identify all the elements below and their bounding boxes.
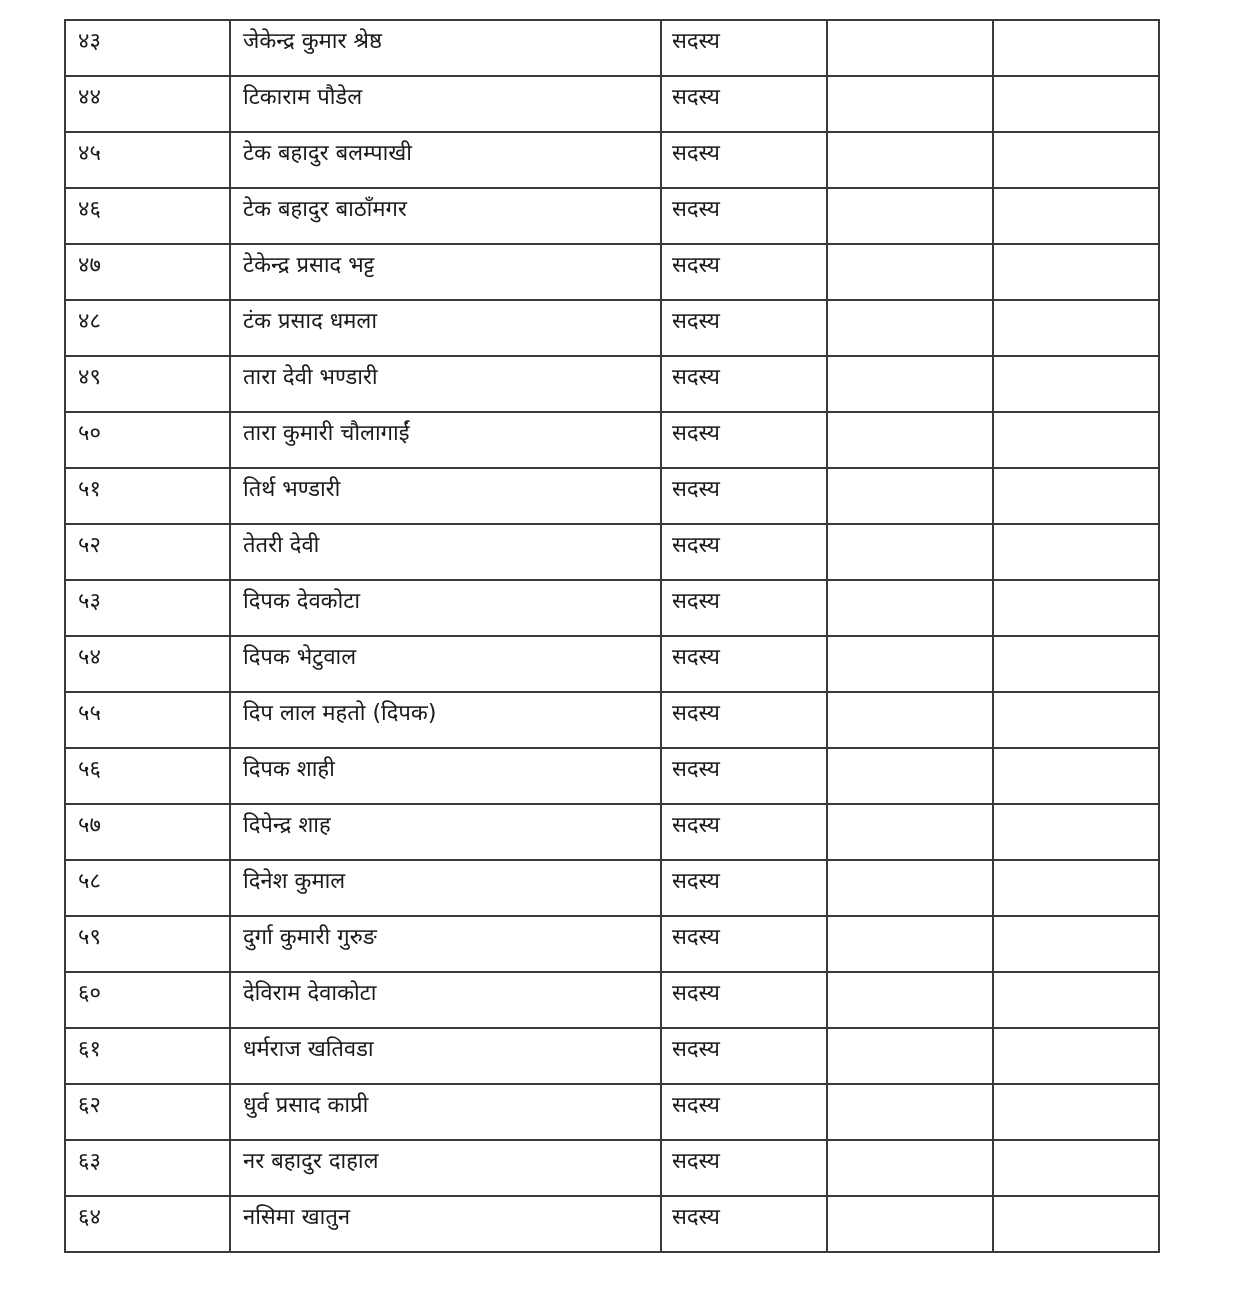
member-name-cell bbox=[230, 412, 661, 468]
member-role-text: सदस्य bbox=[672, 85, 720, 110]
member-name-text: दिपक शाही bbox=[243, 757, 335, 782]
member-name-text: तारा देवी भण्डारी bbox=[243, 365, 378, 390]
empty-column-1-cell bbox=[827, 636, 993, 692]
member-role-cell bbox=[661, 580, 827, 636]
member-role-cell bbox=[661, 1140, 827, 1196]
member-role-text: सदस्य bbox=[672, 421, 720, 446]
empty-column-2-cell bbox=[993, 748, 1159, 804]
serial-number-text: ४९ bbox=[78, 365, 101, 390]
member-name-text: दिनेश कुमाल bbox=[243, 869, 346, 894]
member-role-cell bbox=[661, 356, 827, 412]
serial-number-text: ५५ bbox=[78, 701, 101, 726]
serial-number-text: ४४ bbox=[78, 85, 101, 110]
member-role-text: सदस्य bbox=[672, 253, 720, 278]
table-row bbox=[65, 692, 1159, 748]
serial-number-cell bbox=[65, 972, 230, 1028]
table-row bbox=[65, 860, 1159, 916]
member-name-cell bbox=[230, 692, 661, 748]
empty-column-2-cell bbox=[993, 76, 1159, 132]
member-name-text: तिर्थ भण्डारी bbox=[243, 477, 341, 502]
empty-column-2-cell bbox=[993, 20, 1159, 76]
serial-number-cell bbox=[65, 1028, 230, 1084]
member-name-cell bbox=[230, 244, 661, 300]
empty-column-2-cell bbox=[993, 916, 1159, 972]
table-row bbox=[65, 1140, 1159, 1196]
member-role-text: सदस्य bbox=[672, 1093, 720, 1118]
member-role-text: सदस्य bbox=[672, 1037, 720, 1062]
empty-column-2-cell bbox=[993, 300, 1159, 356]
serial-number-text: ५२ bbox=[78, 533, 101, 558]
member-name-cell bbox=[230, 580, 661, 636]
member-role-text: सदस्य bbox=[672, 813, 720, 838]
serial-number-cell bbox=[65, 20, 230, 76]
member-name-cell bbox=[230, 1196, 661, 1252]
empty-column-1-cell bbox=[827, 412, 993, 468]
member-list-body bbox=[65, 20, 1159, 1252]
member-role-cell bbox=[661, 1028, 827, 1084]
empty-column-2-cell bbox=[993, 636, 1159, 692]
serial-number-cell bbox=[65, 132, 230, 188]
member-name-text: तेतरी देवी bbox=[243, 533, 320, 558]
serial-number-cell bbox=[65, 636, 230, 692]
empty-column-2-cell bbox=[993, 412, 1159, 468]
serial-number-cell bbox=[65, 300, 230, 356]
empty-column-2-cell bbox=[993, 188, 1159, 244]
empty-column-1-cell bbox=[827, 1196, 993, 1252]
empty-column-1-cell bbox=[827, 356, 993, 412]
member-list-table bbox=[64, 19, 1160, 1253]
member-name-cell bbox=[230, 524, 661, 580]
table-row bbox=[65, 356, 1159, 412]
empty-column-2-cell bbox=[993, 580, 1159, 636]
member-name-text: दिपक भेटुवाल bbox=[243, 645, 357, 670]
empty-column-1-cell bbox=[827, 300, 993, 356]
member-role-text: सदस्य bbox=[672, 1149, 720, 1174]
member-name-cell bbox=[230, 20, 661, 76]
member-role-text: सदस्य bbox=[672, 309, 720, 334]
table-row bbox=[65, 916, 1159, 972]
table-row bbox=[65, 580, 1159, 636]
serial-number-text: ६० bbox=[78, 981, 101, 1006]
member-role-cell bbox=[661, 860, 827, 916]
member-name-text: जेकेन्द्र कुमार श्रेष्ठ bbox=[243, 29, 382, 54]
serial-number-text: ६१ bbox=[78, 1037, 101, 1062]
empty-column-1-cell bbox=[827, 1140, 993, 1196]
member-name-cell bbox=[230, 636, 661, 692]
table-row bbox=[65, 132, 1159, 188]
table-row bbox=[65, 1084, 1159, 1140]
member-role-cell bbox=[661, 244, 827, 300]
empty-column-1-cell bbox=[827, 468, 993, 524]
serial-number-text: ५४ bbox=[78, 645, 101, 670]
member-name-cell bbox=[230, 1140, 661, 1196]
table-row bbox=[65, 1028, 1159, 1084]
empty-column-1-cell bbox=[827, 1084, 993, 1140]
table-row bbox=[65, 76, 1159, 132]
serial-number-cell bbox=[65, 580, 230, 636]
member-name-cell bbox=[230, 1084, 661, 1140]
member-role-text: सदस्य bbox=[672, 757, 720, 782]
member-role-cell bbox=[661, 692, 827, 748]
serial-number-cell bbox=[65, 188, 230, 244]
serial-number-text: ४५ bbox=[78, 141, 101, 166]
member-role-cell bbox=[661, 468, 827, 524]
table-row bbox=[65, 804, 1159, 860]
serial-number-cell bbox=[65, 356, 230, 412]
empty-column-2-cell bbox=[993, 972, 1159, 1028]
member-name-cell bbox=[230, 188, 661, 244]
serial-number-cell bbox=[65, 860, 230, 916]
member-name-text: टंक प्रसाद धमला bbox=[243, 309, 378, 334]
member-role-cell bbox=[661, 804, 827, 860]
member-role-cell bbox=[661, 76, 827, 132]
member-role-cell bbox=[661, 972, 827, 1028]
serial-number-text: ४८ bbox=[78, 309, 101, 334]
table-row bbox=[65, 748, 1159, 804]
member-role-text: सदस्य bbox=[672, 141, 720, 166]
serial-number-cell bbox=[65, 524, 230, 580]
member-name-text: दिपेन्द्र शाह bbox=[243, 813, 331, 838]
member-role-cell bbox=[661, 1084, 827, 1140]
member-name-cell bbox=[230, 804, 661, 860]
serial-number-cell bbox=[65, 412, 230, 468]
member-name-cell bbox=[230, 300, 661, 356]
empty-column-2-cell bbox=[993, 692, 1159, 748]
serial-number-cell bbox=[65, 76, 230, 132]
empty-column-1-cell bbox=[827, 692, 993, 748]
empty-column-2-cell bbox=[993, 1196, 1159, 1252]
member-name-cell bbox=[230, 1028, 661, 1084]
member-name-cell bbox=[230, 76, 661, 132]
member-role-text: सदस्य bbox=[672, 869, 720, 894]
empty-column-1-cell bbox=[827, 132, 993, 188]
member-name-cell bbox=[230, 860, 661, 916]
member-role-cell bbox=[661, 20, 827, 76]
member-role-cell bbox=[661, 300, 827, 356]
serial-number-cell bbox=[65, 748, 230, 804]
member-name-text: देविराम देवाकोटा bbox=[243, 981, 377, 1006]
table-row bbox=[65, 468, 1159, 524]
member-role-text: सदस्य bbox=[672, 589, 720, 614]
member-role-text: सदस्य bbox=[672, 477, 720, 502]
table-row bbox=[65, 20, 1159, 76]
member-name-text: दिपक देवकोटा bbox=[243, 589, 361, 614]
table-row bbox=[65, 972, 1159, 1028]
member-role-text: सदस्य bbox=[672, 645, 720, 670]
empty-column-1-cell bbox=[827, 1028, 993, 1084]
serial-number-text: ६२ bbox=[78, 1093, 101, 1118]
table-row bbox=[65, 188, 1159, 244]
member-name-cell bbox=[230, 356, 661, 412]
member-role-cell bbox=[661, 524, 827, 580]
member-name-text: टिकाराम पौडेल bbox=[243, 85, 363, 110]
member-name-text: टेक बहादुर बलम्पाखी bbox=[243, 141, 412, 166]
empty-column-1-cell bbox=[827, 188, 993, 244]
member-role-text: सदस्य bbox=[672, 197, 720, 222]
empty-column-1-cell bbox=[827, 244, 993, 300]
member-name-cell bbox=[230, 972, 661, 1028]
empty-column-1-cell bbox=[827, 916, 993, 972]
member-role-text: सदस्य bbox=[672, 29, 720, 54]
serial-number-cell bbox=[65, 468, 230, 524]
empty-column-1-cell bbox=[827, 804, 993, 860]
serial-number-cell bbox=[65, 1084, 230, 1140]
serial-number-text: ६४ bbox=[78, 1205, 101, 1230]
empty-column-1-cell bbox=[827, 76, 993, 132]
serial-number-text: ५० bbox=[78, 421, 101, 446]
serial-number-cell bbox=[65, 916, 230, 972]
empty-column-1-cell bbox=[827, 20, 993, 76]
member-name-text: दिप लाल महतो (दिपक) bbox=[243, 701, 437, 726]
serial-number-cell bbox=[65, 1196, 230, 1252]
empty-column-2-cell bbox=[993, 1028, 1159, 1084]
member-name-cell bbox=[230, 132, 661, 188]
empty-column-1-cell bbox=[827, 972, 993, 1028]
member-name-cell bbox=[230, 468, 661, 524]
serial-number-text: ५६ bbox=[78, 757, 101, 782]
serial-number-text: ६३ bbox=[78, 1149, 101, 1174]
empty-column-2-cell bbox=[993, 860, 1159, 916]
table-row bbox=[65, 244, 1159, 300]
member-name-text: नसिमा खातुन bbox=[243, 1205, 351, 1230]
member-name-text: धर्मराज खतिवडा bbox=[243, 1037, 374, 1062]
table-row bbox=[65, 300, 1159, 356]
empty-column-2-cell bbox=[993, 804, 1159, 860]
serial-number-cell bbox=[65, 1140, 230, 1196]
member-name-cell bbox=[230, 916, 661, 972]
member-role-text: सदस्य bbox=[672, 981, 720, 1006]
empty-column-2-cell bbox=[993, 524, 1159, 580]
member-role-cell bbox=[661, 1196, 827, 1252]
empty-column-2-cell bbox=[993, 1084, 1159, 1140]
serial-number-text: ४६ bbox=[78, 197, 101, 222]
serial-number-text: ५८ bbox=[78, 869, 101, 894]
member-name-text: टेक बहादुर बाठाँमगर bbox=[243, 197, 407, 222]
empty-column-1-cell bbox=[827, 580, 993, 636]
member-role-text: सदस्य bbox=[672, 925, 720, 950]
serial-number-cell bbox=[65, 692, 230, 748]
member-role-cell bbox=[661, 132, 827, 188]
member-role-text: सदस्य bbox=[672, 365, 720, 390]
serial-number-text: ५७ bbox=[78, 813, 101, 838]
member-role-cell bbox=[661, 916, 827, 972]
serial-number-text: ५१ bbox=[78, 477, 101, 502]
member-role-text: सदस्य bbox=[672, 533, 720, 558]
member-name-text: टेकेन्द्र प्रसाद भट्ट bbox=[243, 253, 375, 278]
member-role-cell bbox=[661, 412, 827, 468]
table-row bbox=[65, 1196, 1159, 1252]
member-role-cell bbox=[661, 748, 827, 804]
empty-column-2-cell bbox=[993, 244, 1159, 300]
empty-column-1-cell bbox=[827, 748, 993, 804]
member-role-cell bbox=[661, 188, 827, 244]
member-role-cell bbox=[661, 636, 827, 692]
empty-column-1-cell bbox=[827, 524, 993, 580]
member-name-text: दुर्गा कुमारी गुरुङ bbox=[243, 925, 377, 950]
empty-column-2-cell bbox=[993, 132, 1159, 188]
serial-number-text: ४७ bbox=[78, 253, 101, 278]
serial-number-cell bbox=[65, 244, 230, 300]
table-row bbox=[65, 636, 1159, 692]
table-row bbox=[65, 524, 1159, 580]
serial-number-text: ५९ bbox=[78, 925, 101, 950]
empty-column-2-cell bbox=[993, 468, 1159, 524]
member-role-text: सदस्य bbox=[672, 701, 720, 726]
empty-column-2-cell bbox=[993, 1140, 1159, 1196]
serial-number-text: ५३ bbox=[78, 589, 101, 614]
member-name-text: धुर्व प्रसाद काप्री bbox=[243, 1093, 369, 1118]
empty-column-1-cell bbox=[827, 860, 993, 916]
table-row bbox=[65, 412, 1159, 468]
serial-number-cell bbox=[65, 804, 230, 860]
member-role-text: सदस्य bbox=[672, 1205, 720, 1230]
member-name-text: तारा कुमारी चौलागाईं bbox=[243, 421, 410, 446]
empty-column-2-cell bbox=[993, 356, 1159, 412]
serial-number-text: ४३ bbox=[78, 29, 101, 54]
member-name-text: नर बहादुर दाहाल bbox=[243, 1149, 379, 1174]
member-name-cell bbox=[230, 748, 661, 804]
